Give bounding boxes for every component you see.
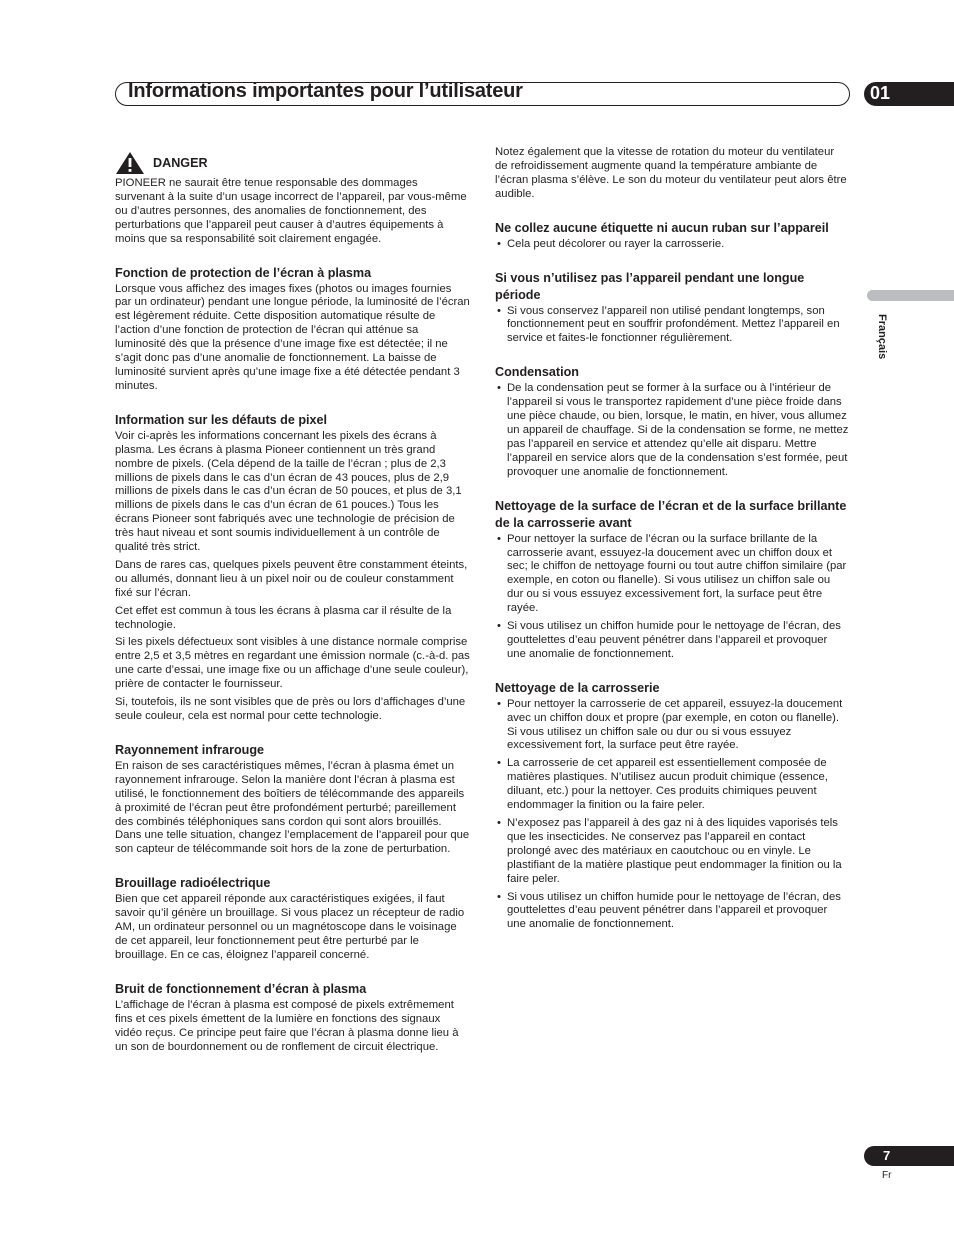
section [115,412,470,724]
section-title: Ne collez aucune étiquette ni aucun ruban sur l’appareil [495,220,829,235]
bullet-item: • Si vous utilisez un chiffon humide pour le nettoyage de l’écran, des gouttelettes d’eau peuvent pénétrer dans l’appareil et provoquer une anomalie de fonctionnement. [495,620,849,662]
section-title: Si vous n’utilisez pas l’appareil pendant une longue période [495,270,805,302]
section [115,742,470,857]
section-title: Nettoyage de la carrosserie [495,680,660,695]
section-title: Condensation [495,365,579,380]
paragraph: Si, toutefois, ils ne sont visibles que de près ou lors d’affichages d’une seule couleur, cela est normal pour cette technologie. [115,696,466,722]
bullet-item: • Si vous utilisez un chiffon humide pour le nettoyage de l’écran, des gouttelettes d’eau peuvent pénétrer dans l’appareil et provoquer une anomalie de fonctionnement. [495,891,849,933]
language-label: Français [876,314,888,360]
section [115,981,470,1055]
paragraph: En raison de ses caractéristiques mêmes, l’écran à plasma émet un rayonnement infrarouge. Selon la manière dont l’écran à plasma est utilisé, le fonctionnement des boîtiers de télécommande des appareils à proximité de l’écran peut être profondément perturbé; pareillement des combinés téléphoniques sans cordon qui sont alors brouillés. Dans une telle situation, changez l’emplacement de l’appareil pour que son capteur de télécommande soit hors de la zone de perturbation. [115,759,470,856]
page-title: Informations importantes pour l’utilisateur [128,80,523,102]
section-title: Bruit de fonctionnement d’écran à plasma [115,981,367,996]
page-number-tab [864,1146,954,1166]
bullet-list [495,305,849,347]
section [495,498,849,662]
section [115,265,470,394]
section [495,270,849,347]
bullet-item: • Pour nettoyer la carrosserie de cet appareil, essuyez-la doucement avec un chiffon doux et propre (par exemple, en coton ou flanelle). Si vous utilisez un chiffon sale ou dur ou si vous essuyez excessivement fort, la surface peut être rayée. [495,698,849,754]
section [495,680,849,933]
warning-triangle-icon [115,151,145,175]
left-column [115,150,470,1072]
section-title: Fonction de protection de l’écran à plasma [115,265,372,280]
bullet-list [495,238,849,252]
intro-block [495,146,849,202]
paragraph: Lorsque vous affichez des images fixes (photos ou images fournies par un ordinateur) pendant une longue période, la luminosité de l’écran est légèrement réduite. Cette disposition automatique résulte de l’action d’une fonction de protection de l’écran qui atténue sa luminosité dès que la présence d’une image fixe est détectée; il ne s’agit donc pas d’une anomalie de fonctionnement. La baisse de luminosité survient après qu’une image fixe a été détectée pendant 3 minutes. [115,282,470,392]
right-column [495,146,849,950]
danger-heading [115,150,470,176]
bullet-item: • Si vous conservez l’appareil non utilisé pendant longtemps, son fonctionnement peut en souffrir profondément. Mettez l’appareil en service et faites-le fonctionner régulièrement. [495,305,849,347]
bullet-item: • De la condensation peut se former à la surface ou à l’intérieur de l’appareil si vous le transportez rapidement d’une pièce froide dans une pièce chaude, ou bien, lorsque, le matin, en hiver, vous allumez un appareil de chauffage. Si de la condensation se forme, ne mettez pas l’appareil en service et attendez qu’elle ait disparu. Mettre l’appareil en service alors que de la condensation s’est formée, peut provoquer une anomalie de fonctionnement. [495,382,849,479]
bullet-list [495,382,849,479]
bullet-item: • Cela peut décolorer ou rayer la carrosserie. [495,238,849,252]
bullet-item: • Pour nettoyer la surface de l’écran ou la surface brillante de la carrosserie avant, essuyez-la doucement avec un chiffon doux et sec; le chiffon de nettoyage fourni ou tout autre chiffon similaire (par exemple, en coton ou flanelle). Si vous utilisez un chiffon sale ou dur ou si vous essuyez excessivement fort, la surface peut être rayée. [495,533,849,616]
danger-title: DANGER [153,156,208,170]
section [495,220,849,252]
section-title: Nettoyage de la surface de l’écran et de la surface brillante de la carrosserie avant [495,498,847,530]
paragraph: L’affichage de l’écran à plasma est composé de pixels extrêmement fins et ces pixels émettent de la lumière en fonctions des signaux vidéo reçus. Ce principe peut faire que l’écran à plasma donne lieu à un son de bourdonnement ou de ronflement de circuit électrique. [115,998,459,1053]
paragraph: Si les pixels défectueux sont visibles à une distance normale comprise entre 2,5 et 3,5 mètres en regardant une émission normale (c.-à-d. pas une carte d’essai, une image fixe ou un affichage d’une seule couleur), prière de contacter le fournisseur. [115,636,470,691]
chapter-number: 01 [870,83,891,103]
bullet-item: • N’exposez pas l’appareil à des gaz ni à des liquides vaporisés tels que les insecticides. Ne conservez pas l’appareil en contact prolongé avec des matériaux en caoutchouc ou en vinyle. Le plastifiant de la matière plastique peut endommager la finition ou la faire peler. [495,817,849,887]
left-sections [115,265,470,1055]
paragraph: Bien que cet appareil réponde aux caractéristiques exigées, il faut savoir qu’il génère un brouillage. Si vous placez un récepteur de radio AM, un ordinateur personnel ou un magnétoscope dans le voisinage de cet appareil, leur fonctionnement peut être perturbé par le brouillage. En ce cas, éloignez l’appareil concerné. [115,893,465,961]
page-number: 7 [883,1148,891,1163]
section [115,875,470,963]
section [495,364,849,479]
section-title: Brouillage radioélectrique [115,876,271,891]
paragraph: Dans de rares cas, quelques pixels peuvent être constamment éteints, ou allumés, donnant lieu à un pixel noir ou de couleur constamment fixé sur l’écran. [115,558,468,599]
bullet-list [495,533,849,662]
page-language-code: Fr [882,1170,892,1181]
right-sections [495,220,849,933]
paragraph: Voir ci-après les informations concernant les pixels des écrans à plasma. Les écrans à plasma Pioneer contiennent un très grand nombre de pixels. (Cela dépend de la taille de l’écran ; plus de 2,3 millions de pixels dans le cas d’un écran de 43 pouces, plus de 2,9 millions de pixels dans le cas d’un écran de 50 pouces, et plus de 3,1 millions de pixels dans le cas d’un écran de 61 pouces.) Tous les écrans Pioneer sont fabriqués avec une technologie de précision de très haut niveau et sont soumis individuellement à un contrôle de qualité très strict. [115,429,462,554]
danger-block [115,150,470,247]
intro-text: Notez également que la vitesse de rotation du moteur du ventilateur de refroidissement augmente quand la température ambiante de l’écran plasma s’élève. Le son du moteur du ventilateur peut alors être audible. [495,146,847,200]
section-title: Rayonnement infrarouge [115,742,265,757]
paragraph: Cet effet est commun à tous les écrans à plasma car il résulte de la technologie. [115,604,452,631]
bullet-list [495,698,849,933]
bullet-item: • La carrosserie de cet appareil est essentiellement composée de matières plastiques. N’utilisez aucun produit chimique (essence, diluant, etc.) pour la nettoyer. Ces produits chimiques peuvent endommager la finition ou la faire peler. [495,757,849,813]
danger-text: PIONEER ne saurait être tenue responsable des dommages survenant à la suite d’un usage incorrect de l’appareil, par vous-même ou d’autres personnes, des anomalies de fonctionnement, des perturbations que l’appareil peut causer à d’autres équipements à moins que sa responsabilité soit clairement engagée. [115,177,467,245]
language-tab [867,290,954,301]
section-title: Information sur les défauts de pixel [115,412,328,427]
